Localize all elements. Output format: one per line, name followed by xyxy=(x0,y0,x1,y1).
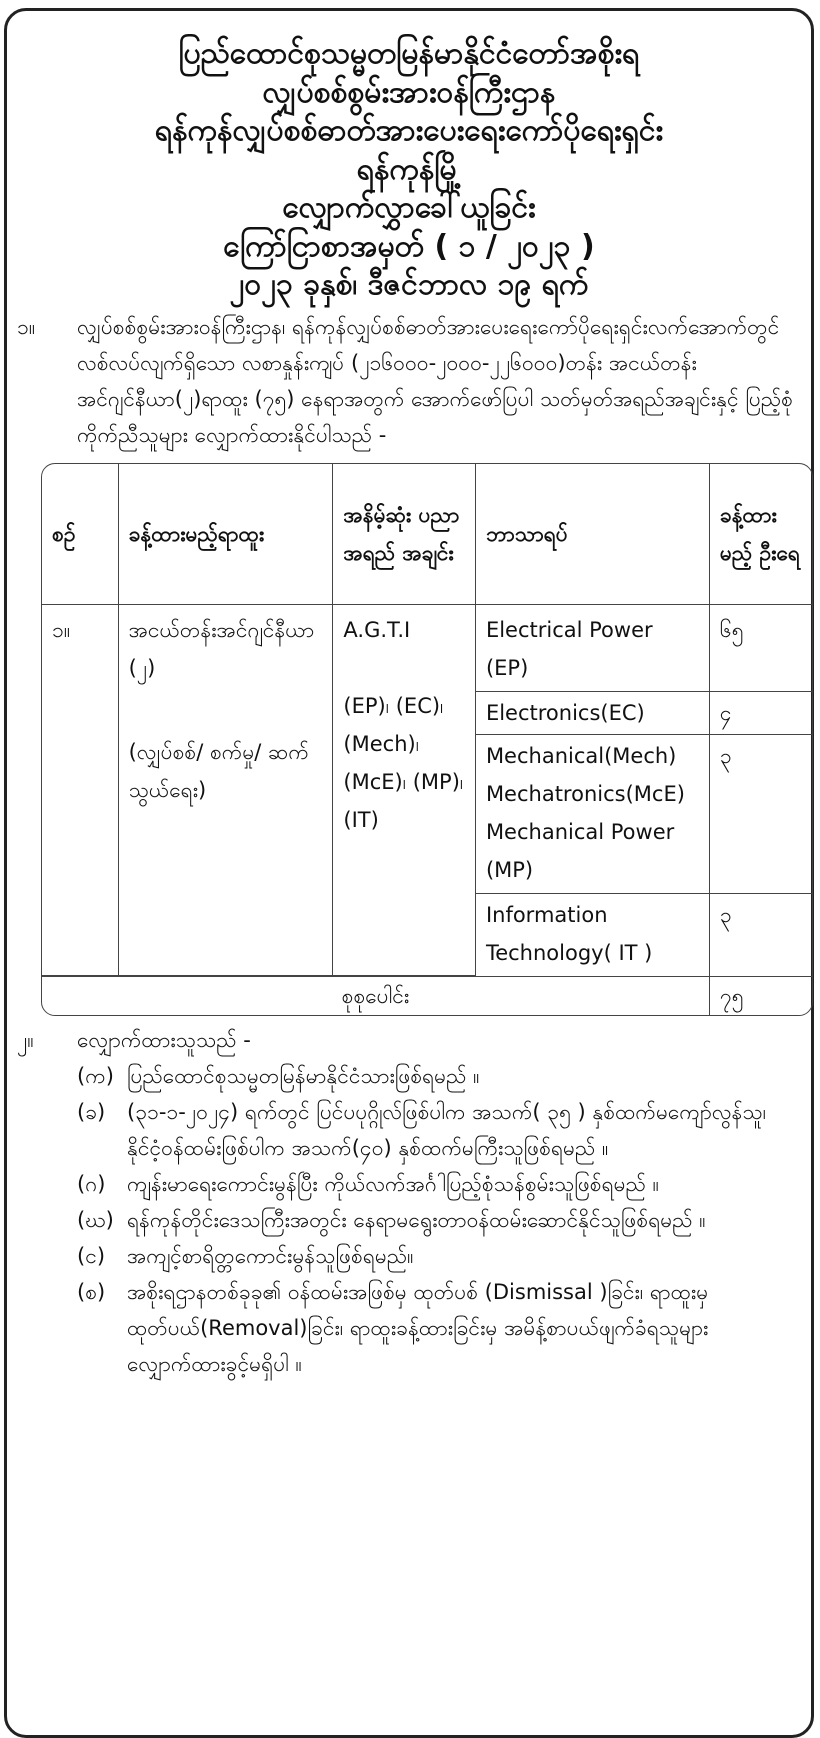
condition-item xyxy=(77,1274,793,1382)
condition-text: ပြည်ထောင်စုသမ္မတမြန်မာနိုင်ငံသားဖြစ်ရမည် ။ xyxy=(127,1063,480,1088)
header-post: ခန့်ထားမည့်ရာထူး xyxy=(119,464,334,605)
count-it: ၃ xyxy=(719,902,732,927)
paragraph-2-heading xyxy=(17,1022,793,1058)
notice-page xyxy=(4,8,814,1738)
subject-ec: Electronics(EC) xyxy=(476,692,710,735)
header-line-notice-no: ကြော်ငြာစာအမှတ် ( ၁ / ၂၀၂၃ ) xyxy=(223,228,595,264)
condition-item xyxy=(77,1202,793,1238)
count-ec: ၄ xyxy=(710,692,812,735)
header-line-city: ရန်ကုန်မြို့ xyxy=(356,151,462,187)
condition-key: (ခ) xyxy=(77,1099,106,1124)
row-serial: ၁။ xyxy=(42,605,119,976)
header-line-ministry: လျှပ်စစ်စွမ်းအားဝန်ကြီးဌာန xyxy=(262,74,556,110)
condition-text: ကျန်းမာရေးကောင်းမွန်ပြီး ကိုယ်လက်အင်္ဂါပြည့်စုံသန်စွမ်းသူဖြစ်ရမည် ။ xyxy=(127,1171,660,1196)
header-count: ခန့်ထား မည့် ဦးရေ xyxy=(710,464,812,605)
condition-item xyxy=(77,1166,793,1202)
header-qualification: အနိမ့်ဆုံး ပညာအရည် အချင်း xyxy=(333,464,476,605)
subject-it: Information Technology( IT ) xyxy=(476,894,710,976)
header-line-title: လျှောက်လွှာခေါ်ယူခြင်း xyxy=(282,190,536,225)
condition-text: အကျင့်စာရိတ္တကောင်းမွန်သူဖြစ်ရမည်။ xyxy=(127,1243,414,1268)
condition-key: (စ) xyxy=(77,1279,106,1304)
condition-key: (ဂ) xyxy=(77,1171,106,1196)
subject-mech: Mechanical(Mech) Mechatronics(McE) Mechanical Power (MP) xyxy=(476,735,710,894)
qualification-specialties: (EP)၊ (EC)၊ (Mech)၊ (McE)၊ (MP)၊ (IT) xyxy=(343,693,464,832)
condition-key: (ဃ) xyxy=(77,1207,114,1232)
paragraph-1-number: ၁။ xyxy=(17,314,36,339)
condition-item xyxy=(77,1238,793,1274)
vacancy-table xyxy=(41,463,813,1016)
condition-key: (င) xyxy=(77,1243,106,1268)
condition-text: (၃၁-၁-၂၀၂၄) ရက်တွင် ပြင်ပပုဂ္ဂိုလ်ဖြစ်ပါက အသက်( ၃၅ ) နှစ်ထက်မကျော်လွန်သူ၊ နိုင်ငံ့ဝန်ထမ်းဖြစ်ပါက အသက်(၄၀) နှစ်ထက်မကြီးသူဖြစ်ရမည် ။ xyxy=(127,1099,767,1160)
condition-item xyxy=(77,1058,793,1094)
qualification-degree: A.G.T.I xyxy=(343,617,411,642)
condition-item xyxy=(77,1094,793,1166)
table-row xyxy=(42,605,812,692)
post-branches: (လျှပ်စစ်/ စက်မှု/ ဆက်သွယ်ရေး) xyxy=(128,739,309,802)
post-title: အငယ်တန်းအင်ဂျင်နီယာ (၂) xyxy=(128,617,315,680)
total-value: ၇၅ xyxy=(710,976,812,1015)
paragraph-1 xyxy=(17,309,793,453)
paragraph-2 xyxy=(17,1022,793,1382)
row-qualification xyxy=(333,605,476,976)
header-line-corporation: ရန်ကုန်လျှပ်စစ်ဓာတ်အားပေးရေးကော်ပိုရေးရှင်း xyxy=(154,113,664,148)
count-mech: ၃ xyxy=(710,735,812,894)
row-post xyxy=(119,605,334,976)
header-line-date: ၂၀၂၃ ခုနှစ်၊ ဒီဇင်ဘာလ ၁၉ ရက် xyxy=(229,267,589,302)
paragraph-2-number: ၂။ xyxy=(17,1027,34,1052)
notice-header xyxy=(7,35,811,305)
condition-text: အစိုးရဌာနတစ်ခုခု၏ ဝန်ထမ်းအဖြစ်မှ ထုတ်ပစ် (Dismissal )ခြင်း၊ ရာထူးမှထုတ်ပယ်(Removal)ခြင်း၊ ရာထူးခန့်ထားခြင်းမှ အမိန့်စာပယ်ဖျက်ခံရသူများ လျှောက်ထားခွင့်မရှိပါ ။ xyxy=(127,1279,709,1376)
total-label: စုစုပေါင်း xyxy=(42,976,710,1015)
subject-ep: Electrical Power (EP) xyxy=(476,605,710,692)
paragraph-2-title: လျှောက်ထားသူသည် - xyxy=(77,1027,251,1052)
header-serial: စဉ် xyxy=(42,464,119,605)
count-ep: ၆၅ xyxy=(710,605,812,692)
condition-key: (က) xyxy=(77,1063,114,1088)
table-total-row xyxy=(42,976,812,1015)
table-header-row xyxy=(42,464,812,605)
header-line-govt: ပြည်ထောင်စုသမ္မတမြန်မာနိုင်ငံတော်အစိုးရ xyxy=(178,36,640,71)
paragraph-1-text: လျှပ်စစ်စွမ်းအားဝန်ကြီးဌာန၊ ရန်ကုန်လျှပ်စစ်ဓာတ်အားပေးရေးကော်ပိုရေးရှင်းလက်အောက်တွင် လစ်လပ်လျက်ရှိသော လစာနှုန်းကျပ် (၂၁၆၀၀၀-၂၀၀၀-၂၂၆၀၀၀)တန်း အငယ်တန်းအင်ဂျင်နီယာ(၂)ရာထူး (၇၅) နေရာအတွက် အောက်ဖော်ပြပါ သတ်မှတ်အရည်အချင်းနှင့် ပြည့်စုံကိုက်ညီသူများ လျှောက်ထားနိုင်ပါသည် - xyxy=(77,314,793,447)
header-subject: ဘာသာရပ် xyxy=(476,464,710,605)
condition-text: ရန်ကုန်တိုင်းဒေသကြီးအတွင်း နေရာမရွေးတာဝန်ထမ်းဆောင်နိုင်သူဖြစ်ရမည် ။ xyxy=(127,1207,706,1232)
